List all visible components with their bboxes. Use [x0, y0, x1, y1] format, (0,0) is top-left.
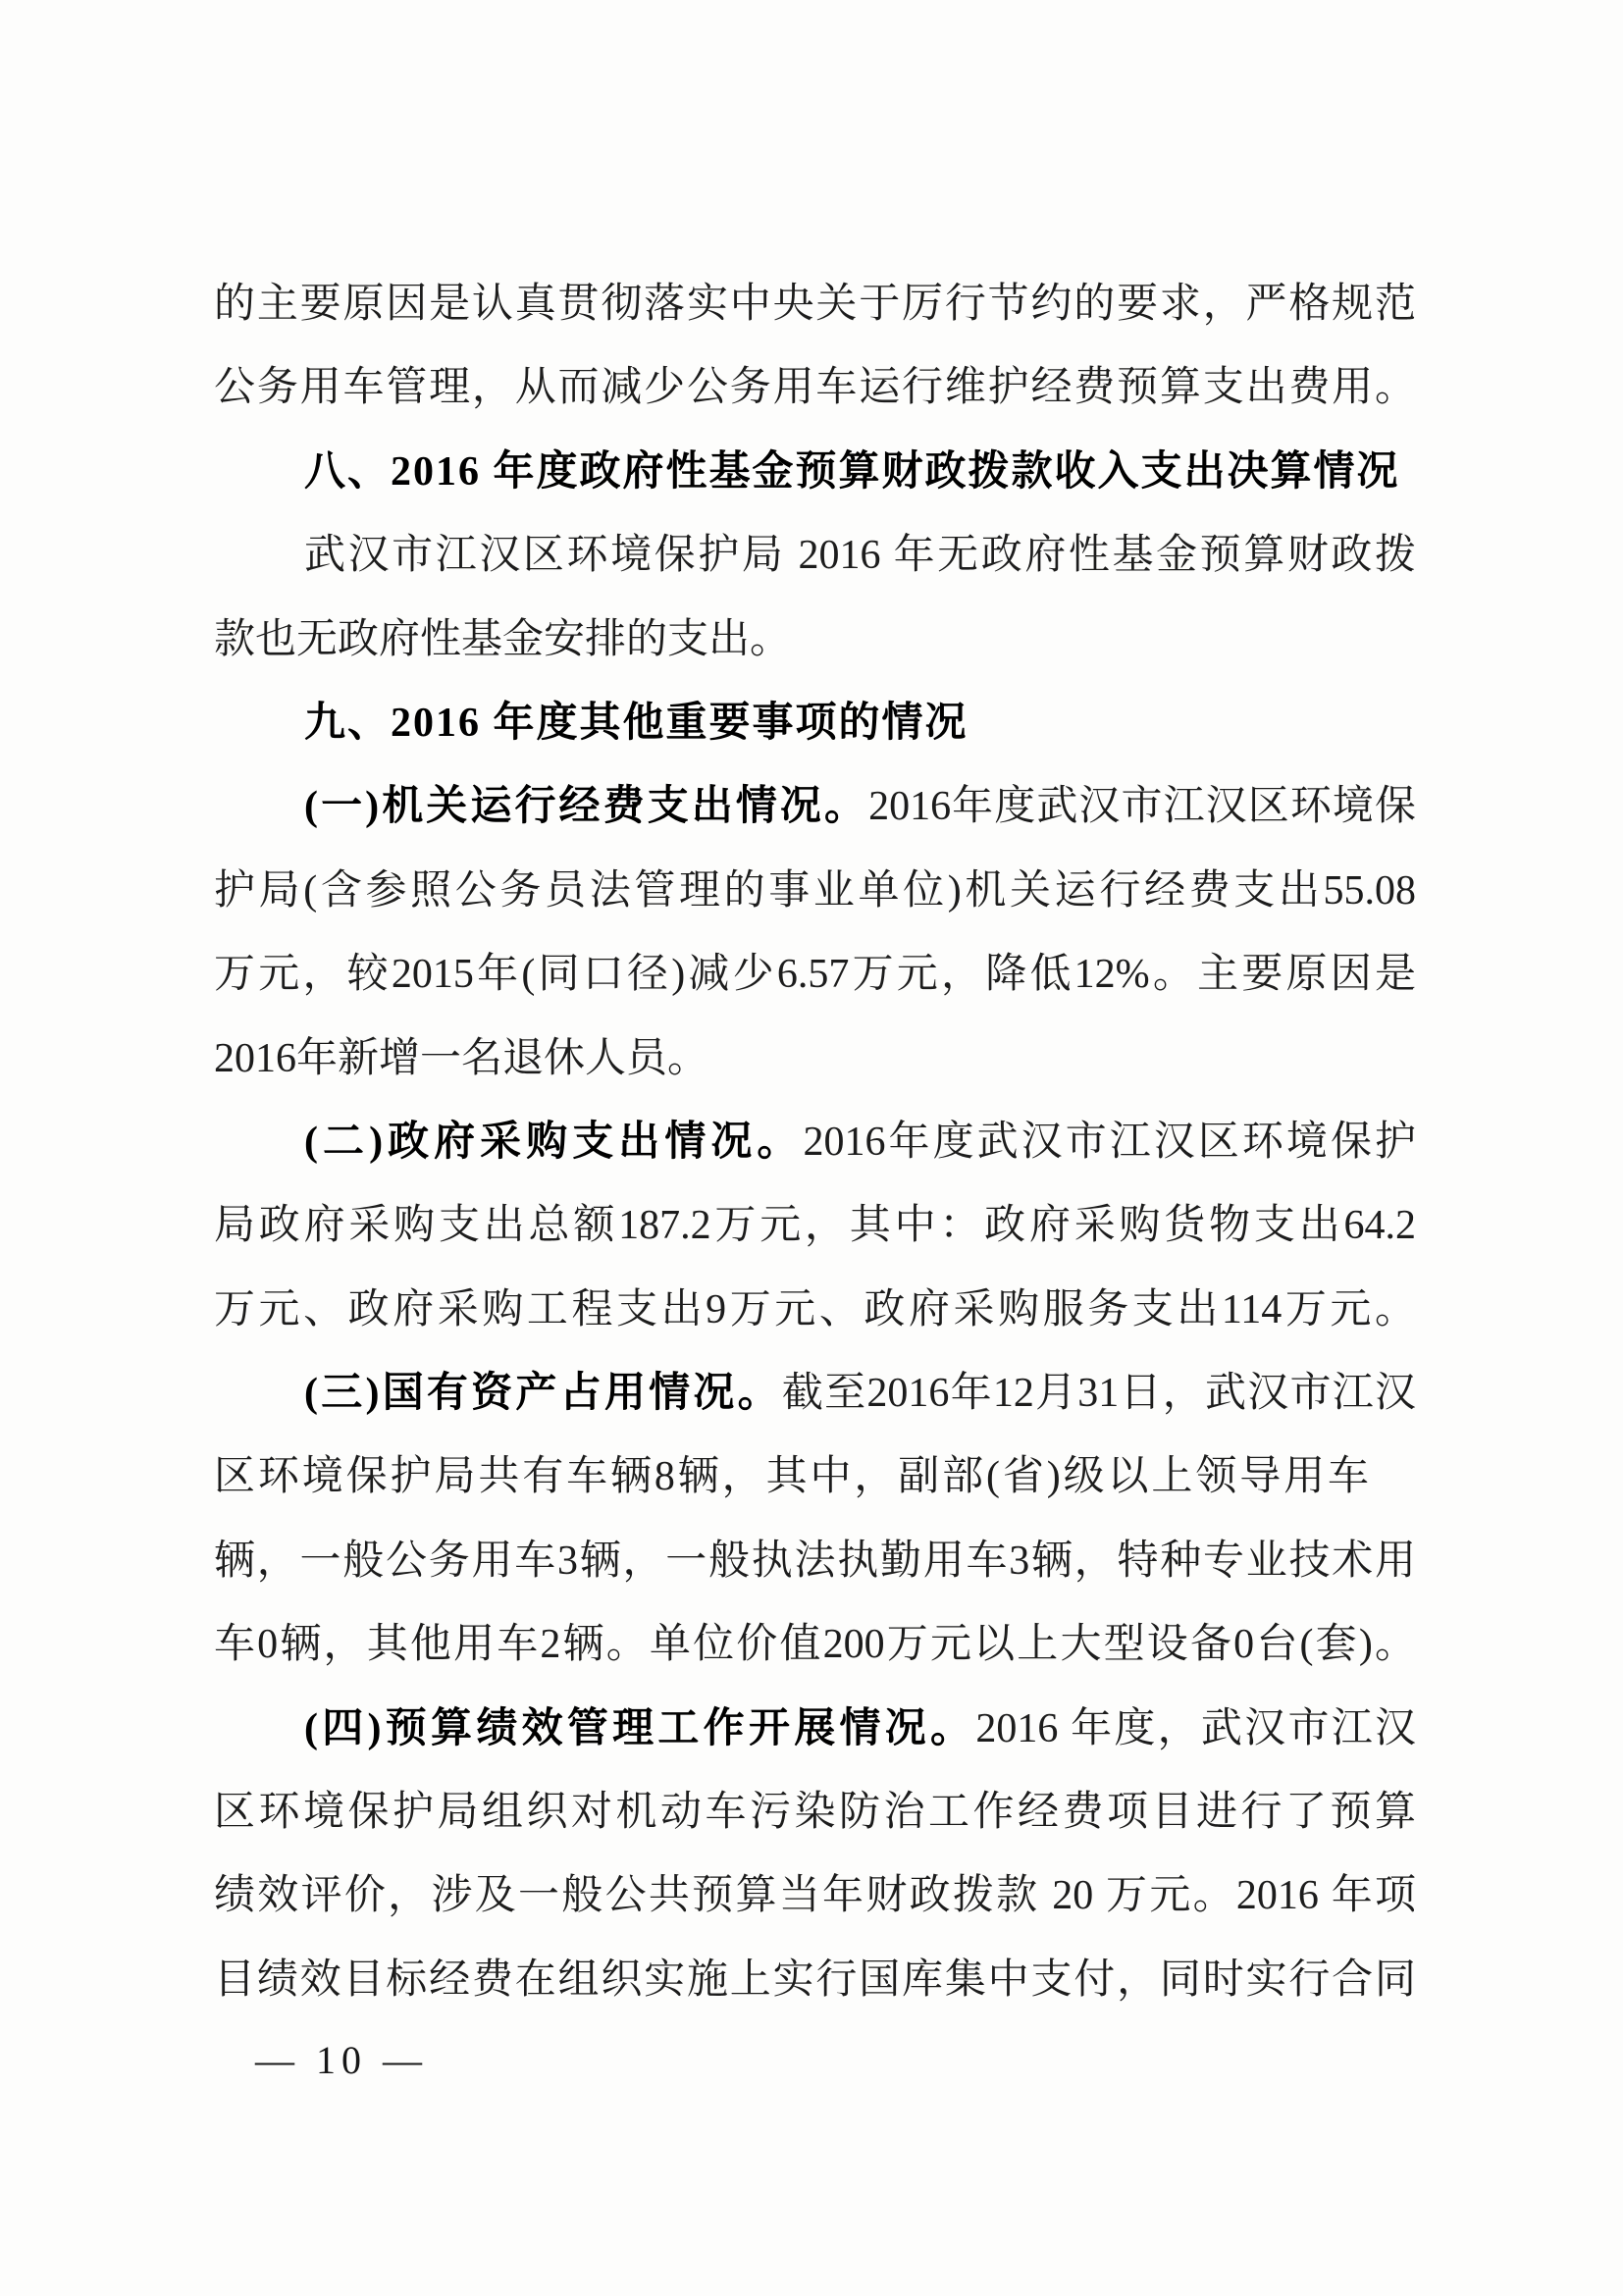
text-line	[214, 599, 1416, 682]
text-run: 绩效评价，涉及一般公共预算当年财政拨款 20 万元。2016 年项	[214, 1873, 1416, 1919]
text-line	[214, 1352, 1416, 1435]
text-run: 护局(含参照公务员法管理的事业单位)机关运行经费支出55.08	[214, 867, 1416, 913]
text-line	[214, 1018, 1416, 1101]
text-run: 区环境保护局组织对机动车污染防治工作经费项目进行了预算	[214, 1790, 1416, 1836]
text-line	[214, 682, 1416, 765]
emphasis-run: 九、2016 年度其他重要事项的情况	[304, 700, 969, 746]
text-run: 区环境保护局共有车辆8辆，其中，副部(省)级以上领导用车	[214, 1454, 1369, 1500]
emphasis-run: (四)预算绩效管理工作开展情况。	[304, 1705, 976, 1751]
text-run: 2016年度武汉市江汉区环境保	[868, 784, 1416, 830]
text-line	[214, 431, 1416, 514]
text-line	[214, 1269, 1416, 1352]
text-run: 目绩效目标经费在组织实施上实行国库集中支付，同时实行合同	[214, 1957, 1416, 2003]
text-line	[214, 1101, 1416, 1184]
text-line	[214, 1603, 1416, 1687]
text-block	[214, 263, 1416, 2022]
text-run: 的主要原因是认真贯彻落实中央关于厉行节约的要求，严格规范	[214, 282, 1416, 327]
text-line	[214, 1854, 1416, 1938]
text-line	[214, 933, 1416, 1017]
emphasis-run: (二)政府采购支出情况。	[304, 1119, 804, 1165]
text-run: 万元、政府采购工程支出9万元、政府采购服务支出114万元。	[214, 1286, 1416, 1332]
text-line	[214, 514, 1416, 598]
text-line	[214, 1771, 1416, 1854]
text-run: 2016年度武汉市江汉区环境保护	[803, 1119, 1416, 1165]
text-line	[214, 1520, 1416, 1603]
text-run: 车0辆，其他用车2辆。单位价值200万元以上大型设备0台(套)。	[214, 1622, 1416, 1668]
text-run: 2016年新增一名退休人员。	[214, 1035, 709, 1081]
text-run: 万元，较2015年(同口径)减少6.57万元，降低12%。主要原因是	[214, 952, 1416, 998]
page-footer	[255, 2039, 428, 2082]
text-line	[214, 1939, 1416, 2022]
text-line	[214, 1184, 1416, 1268]
page-number: — 10 —	[255, 2038, 428, 2082]
text-run: 2016 年度，武汉市江汉	[975, 1705, 1416, 1751]
text-line	[214, 1688, 1416, 1771]
text-run: 截至2016年12月31日，武汉市江汉	[781, 1371, 1416, 1417]
text-line	[214, 850, 1416, 933]
text-line	[214, 263, 1416, 346]
text-run: 公务用车管理，从而减少公务用车运行维护经费预算支出费用。	[214, 365, 1416, 411]
text-line	[214, 765, 1416, 849]
text-run: 局政府采购支出总额187.2万元，其中：政府采购货物支出64.2	[214, 1203, 1416, 1249]
emphasis-run: (三)国有资产占用情况。	[304, 1371, 782, 1417]
text-run: 款也无政府性基金安排的支出。	[214, 616, 792, 662]
text-run: 辆，一般公务用车3辆，一般执法执勤用车3辆，特种专业技术用	[214, 1538, 1416, 1584]
emphasis-run: 八、2016 年度政府性基金预算财政拨款收入支出决算情况	[304, 448, 1400, 495]
text-run: 武汉市江汉区环境保护局 2016 年无政府性基金预算财政拨	[304, 533, 1416, 579]
text-line	[214, 1435, 1416, 1519]
text-line	[214, 346, 1416, 430]
emphasis-run: (一)机关运行经费支出情况。	[304, 784, 869, 830]
